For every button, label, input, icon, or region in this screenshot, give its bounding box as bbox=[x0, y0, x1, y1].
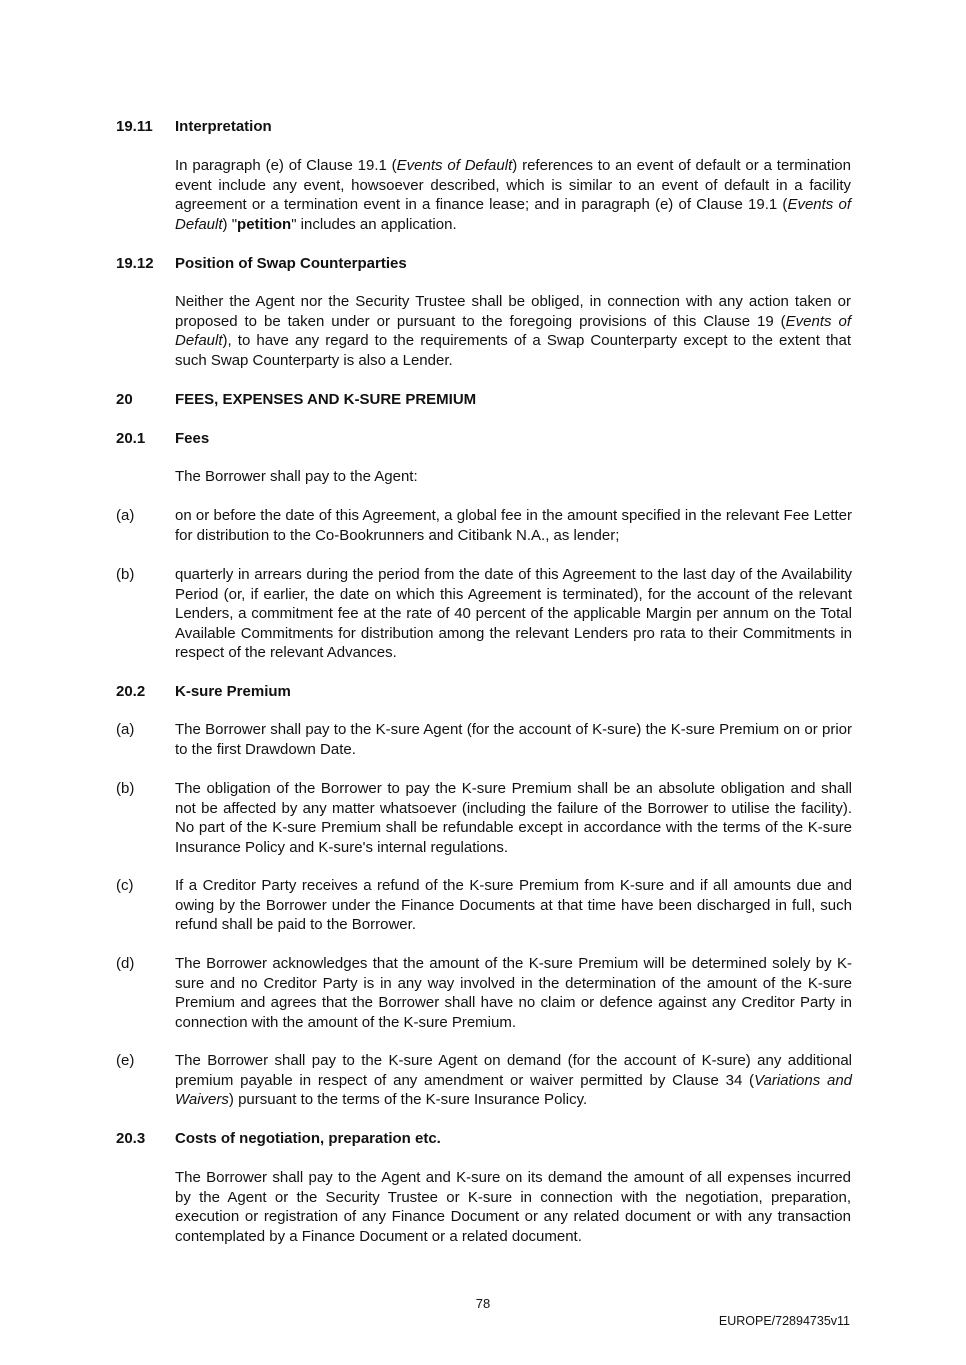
list-item bbox=[116, 779, 852, 857]
page-number: 78 bbox=[475, 1296, 491, 1311]
list-item bbox=[116, 506, 852, 545]
bold-term: petition bbox=[237, 215, 292, 233]
document-reference: EUROPE/72894735v11 bbox=[718, 1314, 850, 1328]
item-text: The Borrower acknowledges that the amount of the K-sure Premium will be determined solely by K-sure and no Creditor Party is in any way involved in the determination of the amount of the K-sure Premium and agrees that the Borrower shall have no claim or defence against any Creditor Party in connection with the amount of the K-sure Premium. bbox=[175, 955, 852, 1031]
italic-text: Events of Default bbox=[175, 196, 851, 233]
text-run: " includes an application. bbox=[291, 215, 457, 233]
heading-19-11 bbox=[116, 117, 852, 137]
clause-title: FEES, EXPENSES AND K-SURE PREMIUM bbox=[175, 391, 477, 408]
text-run: ), to have any regard to the requirements of a Swap Counterparty except to the extent that such Swap Counterparty is also a Lender. bbox=[175, 332, 851, 369]
clause-number: 20 bbox=[116, 391, 133, 408]
paragraph-19-11 bbox=[175, 156, 851, 234]
text-run: ) " bbox=[222, 215, 238, 233]
list-item bbox=[116, 565, 852, 663]
item-label: (d) bbox=[116, 955, 135, 972]
item-label: (a) bbox=[116, 507, 135, 524]
text-run: Neither the Agent nor the Security Trustee shall be obliged, in connection with any action taken or proposed to be taken under or pursuant to the foregoing provisions of this Clause 19 ( bbox=[175, 293, 851, 330]
paragraph-20-1-intro: The Borrower shall pay to the Agent: bbox=[175, 468, 418, 485]
italic-text: Events of Default bbox=[396, 157, 513, 174]
item-label: (b) bbox=[116, 566, 135, 583]
clause-number: 19.11 bbox=[116, 118, 153, 135]
paragraph-20-3: The Borrower shall pay to the Agent and K-sure on its demand the amount of all expenses incurred by the Agent or the Security Trustee or K-sure in connection with the negotiation, preparation, execution or registration of any Finance Document or any related document or with any transaction contemplated by a Finance Document or a related document. bbox=[175, 1169, 851, 1245]
heading-20-3 bbox=[116, 1129, 852, 1149]
clause-title: Fees bbox=[175, 430, 210, 447]
item-label: (b) bbox=[116, 780, 135, 797]
paragraph-19-12 bbox=[175, 292, 851, 370]
item-text: The obligation of the Borrower to pay the K-sure Premium shall be an absolute obligation and shall not be affected by any matter whatsoever (including the failure of the Borrower to utilise the facility). No part of the K-sure Premium shall be refundable except in accordance with the terms of the K-sure Insurance Policy and K-sure's internal regulations. bbox=[175, 780, 852, 856]
item-label: (e) bbox=[116, 1052, 135, 1069]
text-run: ) pursuant to the terms of the K-sure Insurance Policy. bbox=[228, 1091, 588, 1108]
text-run: The Borrower shall pay to the K-sure Agent on demand (for the account of K-sure) any additional premium payable in respect of any amendment or waiver permitted by Clause 34 ( bbox=[175, 1052, 852, 1089]
heading-20-1 bbox=[116, 429, 852, 449]
list-item bbox=[116, 720, 852, 759]
heading-19-12 bbox=[116, 254, 852, 274]
list-item bbox=[116, 954, 852, 1032]
text-run: ) references to an event of default or a termination event include any event, howsoever described, which is similar to an event of default in a facility agreement or a termination event in a finance lease; and in paragraph (e) of Clause 19.1 ( bbox=[175, 157, 851, 213]
item-text: on or before the date of this Agreement, a global fee in the amount specified in the relevant Fee Letter for distribution to the Co-Bookrunners and Citibank N.A., as lender; bbox=[175, 507, 852, 544]
heading-20 bbox=[116, 390, 852, 410]
clause-number: 20.3 bbox=[116, 1130, 146, 1147]
italic-text: Events of Default bbox=[175, 312, 851, 349]
item-text: If a Creditor Party receives a refund of the K-sure Premium from K-sure and if all amounts due and owing by the Borrower under the Finance Documents at that time have been discharged in full, such refund shall be paid to the Borrower. bbox=[175, 877, 852, 933]
clause-title: Costs of negotiation, preparation etc. bbox=[175, 1130, 441, 1147]
italic-text: Variations and Waivers bbox=[175, 1071, 853, 1108]
item-label: (a) bbox=[116, 721, 135, 738]
list-item bbox=[116, 1051, 852, 1110]
item-text: The Borrower shall pay to the K-sure Agent (for the account of K-sure) the K-sure Premium on or prior to the first Drawdown Date. bbox=[175, 721, 852, 758]
clause-number: 19.12 bbox=[116, 255, 154, 272]
item-text: quarterly in arrears during the period from the date of this Agreement to the last day of the Availability Period (or, if earlier, the date on which this Agreement is terminated), for the account of the relevant Lenders, a commitment fee at the rate of 40 percent of the applicable Margin per annum on the Total Available Commitments for distribution among the relevant Lenders pro rata to their Commitments in respect of the relevant Advances. bbox=[175, 566, 852, 661]
clause-title: Interpretation bbox=[175, 118, 272, 135]
item-text bbox=[175, 1051, 852, 1110]
clause-number: 20.1 bbox=[116, 430, 146, 447]
list-item bbox=[116, 876, 852, 935]
clause-title: K-sure Premium bbox=[175, 683, 291, 700]
item-label: (c) bbox=[116, 877, 134, 894]
text-run: In paragraph (e) of Clause 19.1 ( bbox=[175, 157, 397, 174]
heading-20-2 bbox=[116, 682, 852, 702]
clause-number: 20.2 bbox=[116, 683, 146, 700]
clause-title: Position of Swap Counterparties bbox=[175, 255, 407, 272]
